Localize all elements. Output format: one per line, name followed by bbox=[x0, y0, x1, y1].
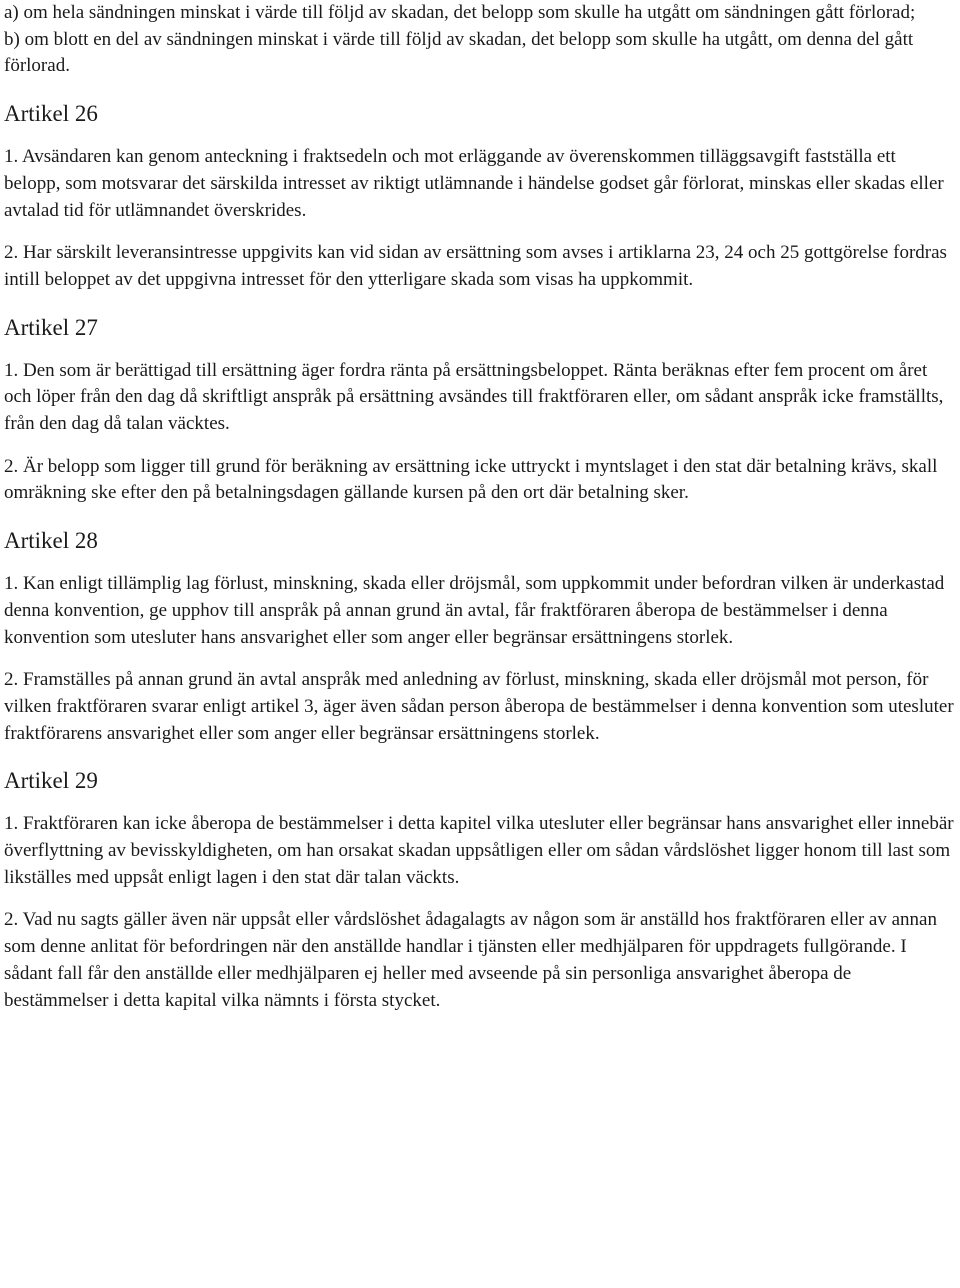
article-29-paragraph-1: 1. Fraktföraren kan icke åberopa de bestämmelser i detta kapitel vilka utesluter eller begränsar hans ansvarighet eller innebär överflyttning av bevisskyldigheten, om han orsakat skadan uppsåtligen eller om sådan vårdslöshet ligger honom till last som likställes med uppsåt enligt lagen i den stat där talan väckts. bbox=[4, 813, 954, 888]
article-heading-27: Artikel 27 bbox=[4, 314, 98, 340]
article-29-paragraph-2: 2. Vad nu sagts gäller även när uppsåt eller vårdslöshet ådagalagts av någon som är anställd hos fraktföraren eller av annan som denne anlitat för befordringen när den anställde handlar i tjänsten eller medhjälparen för uppdragets fullgörande. I sådant fall får den anställde eller medhjälparen ej heller med avseende på sin personliga ansvarighet åberopa de bestämmelser i detta kapital vilka nämnts i första stycket. bbox=[4, 909, 937, 1011]
article-heading-26: Artikel 26 bbox=[4, 101, 98, 127]
article-heading-28: Artikel 28 bbox=[4, 528, 98, 554]
article-28-paragraph-2: 2. Framställes på annan grund än avtal anspråk med anledning av förlust, minskning, skada eller dröjsmål mot person, för vilken fraktföraren svarar enligt artikel 3, äger även sådan person åberopa de bestämmelser i denna konvention som utesluter fraktförarens ansvarighet eller som anger eller begränsar ersättningens storlek. bbox=[4, 669, 954, 744]
article-28-paragraph-1: 1. Kan enligt tillämplig lag förlust, minskning, skada eller dröjsmål, som uppkommit under befordran vilken är underkastad denna konvention, ge upphov till anspråk på annan grund än avtal, får fraktföraren åberopa de bestämmelser i denna konvention som utesluter hans ansvarighet eller som anger eller begränsar ersättningens storlek. bbox=[4, 573, 945, 648]
article-27-paragraph-1: 1. Den som är berättigad till ersättning äger fordra ränta på ersättningsbeloppet. Ränta beräknas efter fem procent om året och löper från den dag då skriftligt anspråk på ersättning avsändes till fraktföraren eller, om sådant anspråk icke framställts, från den dag då talan väcktes. bbox=[4, 359, 944, 435]
article-26-paragraph-1: 1. Avsändaren kan genom anteckning i fraktsedeln och mot erläggande av överenskommen tilläggsavgift fastställa ett belopp, som motsvarar det särskilda intresset av riktigt utlämnande i händelse godset går förlorat, minskas eller skadas eller avtalad tid för utlämnandet överskrides. bbox=[4, 146, 944, 221]
article-27-paragraph-2: 2. Är belopp som ligger till grund för beräkning av ersättning icke uttryckt i myntslaget i den stat där betalning krävs, skall omräkning ske efter den på betalningsdagen gällande kursen på den ort där betalning sker. bbox=[4, 455, 938, 504]
intro-item-b: b) om blott en del av sändningen minskat i värde till följd av skadan, det belopp som skulle ha utgått, om denna del gått förlorad. bbox=[4, 28, 914, 77]
intro-item-a: a) om hela sändningen minskat i värde till följd av skadan, det belopp som skulle ha utgått om sändningen gått förlorad; bbox=[4, 2, 916, 23]
article-26-paragraph-2: 2. Har särskilt leveransintresse uppgivits kan vid sidan av ersättning som avses i artiklarna 23, 24 och 25 gottgörelse fordras intill beloppet av det uppgivna intresset för den ytterligare skada som visas ha uppkommit. bbox=[4, 242, 947, 290]
article-heading-29: Artikel 29 bbox=[4, 768, 98, 794]
